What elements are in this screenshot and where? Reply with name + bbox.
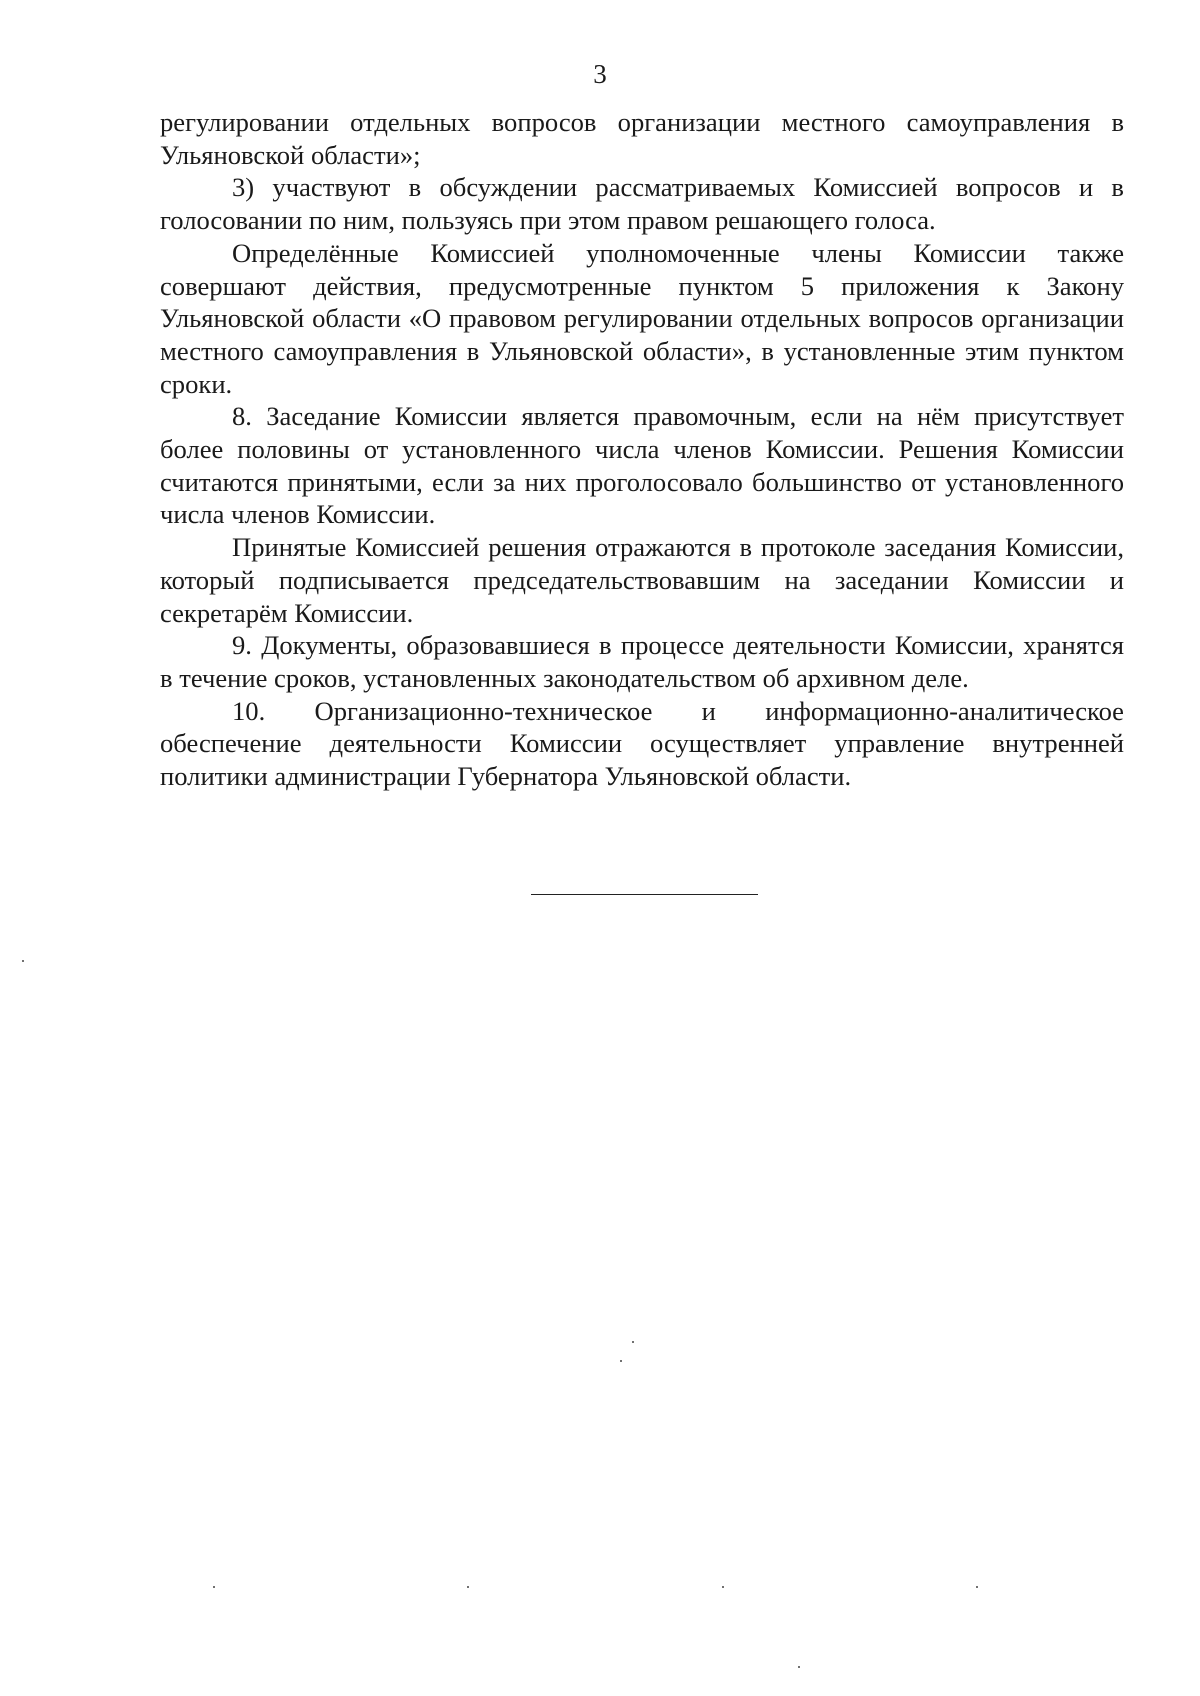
paragraph-item-3: 3) участвуют в обсуждении рассматриваемых Комиссией вопросов и в голосовании по ним, пользуясь при этом правом решающего голоса. [160, 172, 1124, 236]
document-body [160, 106, 1124, 793]
paragraph-continuation: регулировании отдельных вопросов организации местного самоуправления в Ульяновской области»; [160, 107, 1124, 170]
scan-speck [632, 1341, 634, 1343]
scan-speck [798, 1666, 800, 1668]
paragraph-item-9: 9. Документы, образовавшиеся в процессе деятельности Комиссии, хранятся в течение сроков, установленных законодательством об архивном деле. [160, 630, 1124, 693]
page-number: 3 [593, 59, 607, 89]
scan-speck [722, 1586, 724, 1588]
paragraph-item-8: 8. Заседание Комиссии является правомочным, если на нём присутствует более половины от установленного числа членов Комиссии. Решения Комиссии считаются принятыми, если за них проголосовало большинство от установленного числа членов Комиссии. [160, 401, 1124, 530]
end-divider-line [531, 894, 758, 895]
scan-speck [467, 1586, 469, 1588]
paragraph-authorized-members: Определённые Комиссией уполномоченные члены Комиссии также совершают действия, предусмотренные пунктом 5 приложения к Закону Ульяновской области «О правовом регулировании отдельных вопросов организации местного самоуправления в Ульяновской области», в установленные этим пунктом сроки. [160, 237, 1124, 399]
scan-speck [213, 1586, 215, 1588]
scan-speck [22, 960, 24, 962]
paragraph-decisions: Принятые Комиссией решения отражаются в протоколе заседания Комиссии, который подписывается председательствовавшим на заседании Комиссии и секретарём Комиссии. [160, 532, 1124, 628]
paragraph-item-10: 10. Организационно-техническое и информационно-аналитическое обеспечение деятельности Комиссии осуществляет управление внутренней политики администрации Губернатора Ульяновской области. [160, 695, 1124, 792]
scan-speck [620, 1360, 622, 1362]
scan-speck [976, 1586, 978, 1588]
